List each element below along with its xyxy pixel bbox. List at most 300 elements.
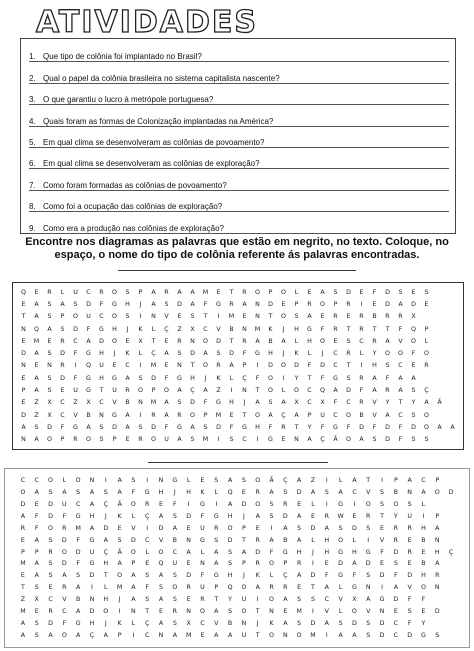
grid-letter[interactable]: D <box>190 399 195 407</box>
grid-letter[interactable]: S <box>393 560 398 568</box>
grid-letter[interactable]: U <box>62 501 67 509</box>
grid-letter[interactable]: J <box>104 512 107 520</box>
grid-letter[interactable]: A <box>372 374 377 382</box>
grid-letter[interactable]: Ã <box>437 399 442 407</box>
grid-letter[interactable]: N <box>407 489 413 497</box>
grid-letter[interactable]: A <box>324 619 329 627</box>
grid-letter[interactable]: A <box>34 387 39 395</box>
grid-letter[interactable]: S <box>172 572 177 580</box>
grid-letter[interactable]: R <box>346 300 351 308</box>
grid-letter[interactable]: S <box>125 288 130 296</box>
grid-letter[interactable]: Z <box>216 387 221 395</box>
grid-letter[interactable]: P <box>60 313 65 321</box>
grid-letter[interactable]: F <box>242 350 247 358</box>
grid-letter[interactable]: A <box>190 288 195 296</box>
grid-letter[interactable]: N <box>99 411 104 419</box>
grid-letter[interactable]: L <box>131 512 136 520</box>
grid-letter[interactable]: G <box>338 572 344 580</box>
grid-letter[interactable]: S <box>145 572 150 580</box>
grid-letter[interactable]: D <box>20 501 26 509</box>
grid-letter[interactable]: E <box>48 584 53 592</box>
grid-letter[interactable]: O <box>255 501 261 509</box>
grid-letter[interactable]: X <box>86 399 91 407</box>
grid-letter[interactable]: N <box>186 607 192 615</box>
grid-letter[interactable]: E <box>411 362 416 370</box>
grid-letter[interactable]: T <box>20 584 25 592</box>
grid-letter[interactable]: S <box>338 524 343 532</box>
grid-letter[interactable]: E <box>216 288 221 296</box>
grid-letter[interactable]: E <box>307 288 312 296</box>
grid-letter[interactable]: C <box>333 411 338 419</box>
grid-letter[interactable]: F <box>324 572 329 580</box>
grid-letter[interactable]: S <box>214 477 219 485</box>
grid-letter[interactable]: A <box>372 387 377 395</box>
grid-letter[interactable]: E <box>283 607 288 615</box>
grid-letter[interactable]: N <box>294 436 299 444</box>
grid-letter[interactable]: Q <box>34 325 39 333</box>
grid-letter[interactable]: R <box>324 512 329 520</box>
grid-letter[interactable]: Z <box>34 411 39 419</box>
grid-letter[interactable] <box>444 629 458 641</box>
grid-letter[interactable]: A <box>131 572 136 580</box>
answer-line[interactable] <box>148 462 328 463</box>
grid-letter[interactable]: H <box>227 512 233 520</box>
grid-letter[interactable]: H <box>352 548 357 556</box>
grid-letter[interactable]: R <box>366 512 371 520</box>
grid-letter[interactable]: E <box>159 607 164 615</box>
grid-letter[interactable]: D <box>385 436 390 444</box>
grid-letter[interactable]: F <box>203 300 208 308</box>
grid-letter[interactable]: T <box>398 399 403 407</box>
grid-letter[interactable]: L <box>214 489 219 497</box>
grid-letter[interactable]: S <box>228 607 233 615</box>
grid-letter[interactable]: T <box>241 536 246 544</box>
grid-letter[interactable] <box>430 594 444 606</box>
grid-letter[interactable]: F <box>320 374 325 382</box>
grid-letter[interactable]: Z <box>177 325 182 333</box>
grid-letter[interactable]: M <box>310 631 316 639</box>
grid-letter[interactable] <box>446 348 459 360</box>
grid-letter[interactable]: C <box>307 387 312 395</box>
grid-letter[interactable]: S <box>34 584 39 592</box>
grid-letter[interactable]: R <box>20 524 26 532</box>
grid-letter[interactable]: Ç <box>89 631 95 639</box>
grid-letter[interactable]: L <box>60 288 65 296</box>
grid-letter[interactable]: R <box>372 337 377 345</box>
grid-letter[interactable]: E <box>421 607 426 615</box>
grid-letter[interactable]: S <box>366 524 371 532</box>
grid-letter[interactable]: A <box>125 424 130 432</box>
grid-letter[interactable]: S <box>145 595 150 603</box>
grid-letter[interactable]: U <box>241 595 247 603</box>
grid-letter[interactable]: S <box>366 572 371 580</box>
grid-letter[interactable]: G <box>112 374 117 382</box>
grid-letter[interactable]: P <box>203 411 208 419</box>
grid-letter[interactable]: P <box>333 300 338 308</box>
grid-letter[interactable]: L <box>131 619 136 627</box>
grid-letter[interactable]: M <box>228 313 235 321</box>
grid-letter[interactable]: Z <box>34 399 39 407</box>
grid-letter[interactable]: O <box>130 548 136 556</box>
grid-letter[interactable]: D <box>296 489 302 497</box>
grid-letter[interactable]: S <box>324 489 329 497</box>
grid-letter[interactable]: A <box>352 477 357 485</box>
grid-letter[interactable]: U <box>73 387 78 395</box>
grid-letter[interactable]: A <box>227 631 233 639</box>
grid-letter[interactable]: A <box>255 399 260 407</box>
grid-letter[interactable] <box>444 558 458 570</box>
grid-letter[interactable]: A <box>352 560 357 568</box>
grid-letter[interactable]: N <box>434 584 440 592</box>
grid-letter[interactable]: G <box>99 325 104 333</box>
grid-letter[interactable]: I <box>139 362 142 370</box>
grid-letter[interactable]: S <box>372 436 377 444</box>
grid-letter[interactable]: T <box>214 595 219 603</box>
grid-letter[interactable]: C <box>99 313 104 321</box>
grid-letter[interactable]: A <box>76 607 81 615</box>
grid-letter[interactable]: A <box>229 362 234 370</box>
grid-letter[interactable]: L <box>294 288 299 296</box>
grid-letter[interactable]: N <box>89 477 95 485</box>
grid-letter[interactable]: E <box>125 337 130 345</box>
grid-letter[interactable]: O <box>227 524 233 532</box>
grid-letter[interactable]: N <box>241 619 247 627</box>
grid-letter[interactable]: S <box>411 411 416 419</box>
grid-letter[interactable]: E <box>164 362 169 370</box>
grid-letter[interactable]: P <box>131 560 136 568</box>
grid-letter[interactable]: C <box>86 288 91 296</box>
grid-letter[interactable]: E <box>186 595 191 603</box>
grid-letter[interactable]: S <box>228 548 233 556</box>
grid-letter[interactable]: D <box>229 350 234 358</box>
grid-letter[interactable]: N <box>131 607 136 615</box>
grid-letter[interactable]: O <box>411 337 416 345</box>
grid-letter[interactable]: Ç <box>242 374 247 382</box>
grid-letter[interactable]: N <box>379 607 385 615</box>
grid-letter[interactable]: D <box>393 548 399 556</box>
grid-letter[interactable]: A <box>297 536 302 544</box>
grid-letter[interactable]: I <box>118 607 121 615</box>
grid-letter[interactable]: A <box>125 411 130 419</box>
grid-letter[interactable]: R <box>164 288 169 296</box>
grid-letter[interactable]: O <box>61 548 67 556</box>
grid-letter[interactable]: F <box>173 501 177 509</box>
grid-letter[interactable]: O <box>255 477 261 485</box>
grid-letter[interactable]: M <box>202 288 209 296</box>
grid-letter[interactable]: A <box>34 374 39 382</box>
grid-letter[interactable]: G <box>216 399 221 407</box>
grid-letter[interactable]: A <box>62 489 67 497</box>
grid-letter[interactable]: S <box>346 337 351 345</box>
grid-letter[interactable]: F <box>229 424 234 432</box>
grid-letter[interactable]: D <box>99 337 104 345</box>
grid-letter[interactable]: C <box>48 595 53 603</box>
grid-letter[interactable] <box>446 360 459 372</box>
grid-letter[interactable]: O <box>199 607 205 615</box>
grid-letter[interactable] <box>446 397 459 409</box>
grid-letter[interactable]: J <box>118 595 121 603</box>
grid-letter[interactable]: S <box>216 350 221 358</box>
grid-letter[interactable]: R <box>333 313 338 321</box>
grid-letter[interactable]: F <box>164 424 169 432</box>
grid-letter[interactable]: Q <box>411 325 416 333</box>
grid-letter[interactable]: Ã <box>117 548 122 556</box>
grid-letter[interactable]: S <box>366 619 371 627</box>
grid-letter[interactable]: A <box>338 631 343 639</box>
grid-letter[interactable]: Ç <box>320 436 325 444</box>
grid-letter[interactable]: A <box>307 313 312 321</box>
grid-letter[interactable]: U <box>73 288 78 296</box>
grid-letter[interactable]: K <box>200 489 205 497</box>
grid-letter[interactable]: E <box>21 300 26 308</box>
grid-letter[interactable]: F <box>60 424 65 432</box>
grid-letter[interactable]: G <box>177 424 182 432</box>
grid-letter[interactable]: R <box>216 362 221 370</box>
grid-letter[interactable]: D <box>75 548 81 556</box>
grid-letter[interactable]: A <box>117 489 122 497</box>
grid-letter[interactable]: D <box>158 524 164 532</box>
grid-letter[interactable]: G <box>282 548 288 556</box>
grid-letter[interactable]: T <box>203 313 208 321</box>
grid-letter[interactable]: G <box>75 512 81 520</box>
grid-letter[interactable]: A <box>227 477 233 485</box>
grid-letter[interactable]: A <box>385 337 390 345</box>
grid-letter[interactable]: S <box>76 489 81 497</box>
grid-letter[interactable]: E <box>241 489 246 497</box>
grid-letter[interactable]: R <box>407 524 412 532</box>
grid-letter[interactable]: D <box>186 572 192 580</box>
grid-letter[interactable]: D <box>61 536 67 544</box>
grid-letter[interactable]: E <box>34 288 39 296</box>
grid-letter[interactable]: T <box>366 477 371 485</box>
grid-letter[interactable] <box>433 372 446 384</box>
grid-letter[interactable]: I <box>132 631 135 639</box>
grid-letter[interactable]: S <box>283 489 288 497</box>
grid-letter[interactable]: S <box>411 387 416 395</box>
grid-letter[interactable]: R <box>186 584 191 592</box>
grid-letter[interactable]: G <box>255 350 260 358</box>
grid-letter[interactable]: H <box>125 300 130 308</box>
grid-letter[interactable]: A <box>214 631 219 639</box>
grid-letter[interactable]: R <box>346 350 351 358</box>
grid-letter[interactable]: U <box>407 512 412 520</box>
grid-letter[interactable]: A <box>324 524 329 532</box>
grid-letter[interactable] <box>446 384 459 396</box>
grid-letter[interactable]: A <box>34 300 39 308</box>
grid-letter[interactable]: A <box>297 572 302 580</box>
grid-letter[interactable]: T <box>190 362 195 370</box>
grid-letter[interactable]: C <box>333 350 338 358</box>
grid-letter[interactable]: O <box>346 436 351 444</box>
grid-letter[interactable]: R <box>359 325 364 333</box>
grid-letter[interactable]: E <box>21 337 26 345</box>
grid-letter[interactable]: G <box>333 424 338 432</box>
grid-letter[interactable]: O <box>424 350 429 358</box>
grid-letter[interactable]: L <box>311 501 315 509</box>
grid-letter[interactable]: P <box>34 548 39 556</box>
grid-letter[interactable]: A <box>151 300 156 308</box>
grid-letter[interactable]: A <box>437 424 442 432</box>
grid-letter[interactable]: K <box>125 350 130 358</box>
grid-letter[interactable]: D <box>411 424 416 432</box>
grid-letter[interactable]: S <box>214 536 219 544</box>
grid-letter[interactable]: K <box>117 512 122 520</box>
grid-letter[interactable]: D <box>130 536 136 544</box>
grid-letter[interactable]: E <box>411 288 416 296</box>
grid-letter[interactable] <box>433 311 446 323</box>
grid-letter[interactable]: R <box>62 524 67 532</box>
grid-letter[interactable]: B <box>421 536 426 544</box>
grid-letter[interactable]: F <box>372 288 377 296</box>
grid-letter[interactable]: N <box>151 313 156 321</box>
grid-letter[interactable]: I <box>360 362 363 370</box>
grid-letter[interactable]: H <box>103 595 109 603</box>
grid-letter[interactable] <box>433 286 446 298</box>
grid-letter[interactable]: R <box>407 548 412 556</box>
grid-letter[interactable]: A <box>103 536 108 544</box>
grid-letter[interactable]: S <box>190 313 195 321</box>
grid-letter[interactable]: D <box>86 300 91 308</box>
grid-letter[interactable]: A <box>242 300 247 308</box>
grid-letter[interactable]: O <box>103 607 109 615</box>
grid-letter[interactable]: B <box>75 595 81 603</box>
grid-letter[interactable]: A <box>214 560 219 568</box>
grid-letter[interactable]: O <box>164 387 169 395</box>
grid-letter[interactable]: U <box>241 631 247 639</box>
grid-letter[interactable]: O <box>73 313 78 321</box>
grid-letter[interactable]: D <box>21 350 26 358</box>
grid-letter[interactable]: R <box>283 584 288 592</box>
grid-letter[interactable]: S <box>380 501 385 509</box>
grid-letter[interactable]: I <box>215 501 218 509</box>
grid-letter[interactable]: R <box>359 399 364 407</box>
grid-letter[interactable] <box>433 335 446 347</box>
grid-letter[interactable]: T <box>294 424 299 432</box>
grid-letter[interactable]: C <box>75 501 81 509</box>
grid-letter[interactable]: H <box>229 399 234 407</box>
grid-letter[interactable]: N <box>255 313 260 321</box>
grid-letter[interactable]: G <box>213 512 219 520</box>
grid-letter[interactable]: O <box>294 387 299 395</box>
grid-letter[interactable]: R <box>172 607 178 615</box>
grid-letter[interactable]: N <box>158 631 164 639</box>
grid-letter[interactable]: D <box>227 536 233 544</box>
grid-letter[interactable]: O <box>281 362 286 370</box>
grid-letter[interactable]: S <box>310 595 315 603</box>
grid-letter[interactable]: D <box>60 374 65 382</box>
grid-letter[interactable]: E <box>125 436 130 444</box>
grid-letter[interactable]: R <box>359 374 364 382</box>
grid-letter[interactable]: E <box>47 337 52 345</box>
grid-letter[interactable]: O <box>296 631 302 639</box>
grid-letter[interactable]: E <box>117 524 122 532</box>
grid-letter[interactable]: F <box>164 374 169 382</box>
grid-letter[interactable]: E <box>297 501 302 509</box>
grid-letter[interactable] <box>430 617 444 629</box>
grid-letter[interactable]: A <box>164 399 169 407</box>
grid-letter[interactable]: E <box>200 477 205 485</box>
grid-letter[interactable]: R <box>47 288 52 296</box>
grid-letter[interactable]: K <box>269 619 274 627</box>
grid-letter[interactable]: X <box>320 399 325 407</box>
grid-letter[interactable]: D <box>103 524 109 532</box>
grid-letter[interactable]: O <box>398 350 403 358</box>
grid-letter[interactable]: Ç <box>103 548 108 556</box>
grid-letter[interactable]: D <box>190 350 195 358</box>
grid-letter[interactable]: X <box>47 399 52 407</box>
grid-letter[interactable]: A <box>294 411 299 419</box>
grid-letter[interactable]: I <box>187 501 190 509</box>
grid-letter[interactable]: D <box>268 362 273 370</box>
grid-letter[interactable]: X <box>186 619 191 627</box>
grid-letter[interactable]: A <box>86 337 91 345</box>
grid-letter[interactable]: D <box>151 424 156 432</box>
grid-letter[interactable]: L <box>200 548 205 556</box>
grid-letter[interactable]: M <box>254 325 261 333</box>
grid-letter[interactable]: S <box>48 560 53 568</box>
grid-letter[interactable]: E <box>229 411 234 419</box>
grid-letter[interactable]: S <box>190 436 195 444</box>
grid-letter[interactable]: L <box>62 477 67 485</box>
grid-letter[interactable]: G <box>379 595 385 603</box>
grid-letter[interactable]: Y <box>385 399 390 407</box>
grid-letter[interactable]: A <box>424 399 429 407</box>
grid-letter[interactable]: L <box>424 337 429 345</box>
grid-letter[interactable]: H <box>372 362 377 370</box>
grid-letter[interactable]: N <box>21 325 26 333</box>
grid-letter[interactable]: O <box>203 362 208 370</box>
grid-letter[interactable]: B <box>359 411 364 419</box>
grid-letter[interactable]: R <box>229 300 234 308</box>
grid-letter[interactable]: S <box>117 536 122 544</box>
grid-letter[interactable]: E <box>21 374 26 382</box>
grid-letter[interactable]: D <box>73 325 78 333</box>
grid-letter[interactable]: O <box>130 501 136 509</box>
grid-letter[interactable]: D <box>216 337 221 345</box>
grid-letter[interactable]: F <box>372 424 377 432</box>
grid-letter[interactable]: A <box>177 436 182 444</box>
grid-letter[interactable]: C <box>346 399 351 407</box>
grid-letter[interactable] <box>446 323 459 335</box>
grid-letter[interactable]: A <box>269 489 274 497</box>
grid-letter[interactable]: S <box>398 288 403 296</box>
grid-letter[interactable]: O <box>281 313 286 321</box>
grid-letter[interactable]: V <box>216 325 221 333</box>
grid-letter[interactable]: A <box>411 374 416 382</box>
grid-letter[interactable]: P <box>268 288 273 296</box>
grid-letter[interactable]: V <box>379 536 385 544</box>
grid-letter[interactable]: A <box>76 631 81 639</box>
grid-letter[interactable]: Ç <box>145 619 150 627</box>
grid-letter[interactable]: D <box>346 288 351 296</box>
grid-letter[interactable]: R <box>385 387 390 395</box>
grid-letter[interactable] <box>444 617 458 629</box>
grid-letter[interactable]: R <box>242 288 247 296</box>
grid-letter[interactable]: O <box>158 548 164 556</box>
grid-letter[interactable]: O <box>138 387 143 395</box>
grid-letter[interactable]: O <box>385 350 390 358</box>
grid-letter[interactable]: H <box>268 350 273 358</box>
grid-letter[interactable]: R <box>242 337 247 345</box>
grid-letter[interactable]: D <box>310 572 316 580</box>
grid-letter[interactable]: O <box>241 607 247 615</box>
grid-letter[interactable]: Y <box>228 595 233 603</box>
grid-letter[interactable]: N <box>186 536 192 544</box>
grid-letter[interactable]: S <box>424 436 429 444</box>
grid-letter[interactable] <box>446 409 459 421</box>
grid-letter[interactable]: R <box>60 337 65 345</box>
grid-letter[interactable]: E <box>164 337 169 345</box>
